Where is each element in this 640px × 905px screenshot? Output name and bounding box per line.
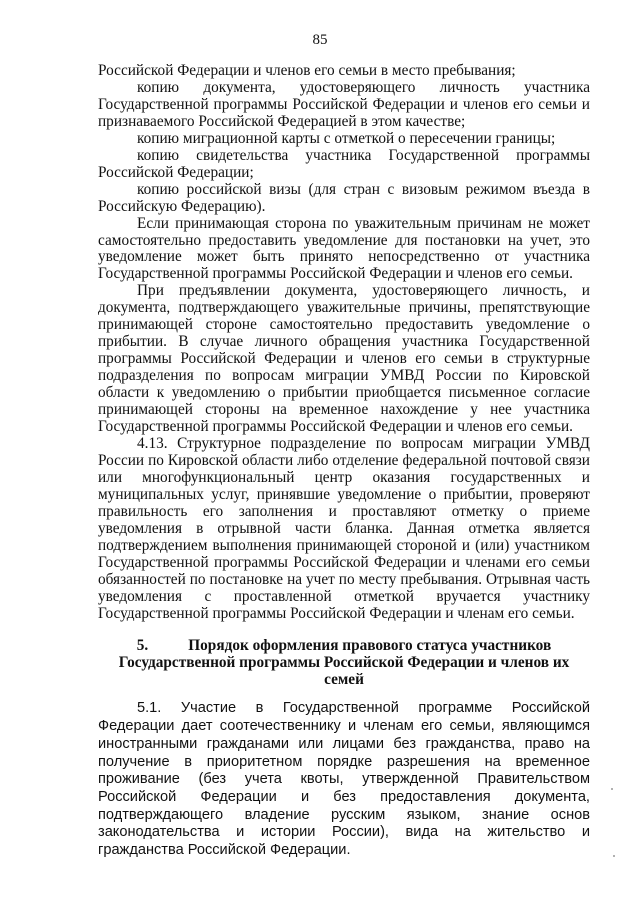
paragraph-7: 4.13. Структурное подразделение по вопросам миграции УМВД России по Кировской области либо отделение федеральной почтовой связи или многофункциональный центр оказания государственных и муниципальных услуг, принявшие уведомление о прибытии, проверяют правильность его заполнения и проставляют отметку о приеме уведомления в отрывной части бланка. Данная отметка является подтверждением выполнения принимающей стороной и (или) участником Государственной программы Российской Федерации и членами его семьи обязанностей по постановке на учет по месту пребывания. Отрывная часть уведомления с проставленной отметкой вручается участнику Государственной программы Российской Федерации и членам его семьи. bbox=[98, 434, 590, 622]
section-heading-line2: Государственной программы Российской Федерации и членов их семей bbox=[118, 654, 570, 689]
paragraph-1: копию документа, удостоверяющего личность участника Государственной программы Российской Федерации и членов его семьи и признаваемого Российской Федерацией в этом качестве; bbox=[98, 78, 590, 130]
section-heading-line1 bbox=[98, 637, 590, 654]
section-heading bbox=[98, 637, 590, 688]
document-body bbox=[98, 63, 590, 860]
paragraph-2: копию миграционной карты с отметкой о пересечении границы; bbox=[137, 129, 556, 147]
paragraph-3: копию свидетельства участника Государственной программы Российской Федерации; bbox=[98, 146, 590, 181]
paragraph-0: Российской Федерации и членов его семьи в место пребывания; bbox=[98, 62, 516, 79]
section-title-part1: Порядок оформления правового статуса участников bbox=[188, 637, 552, 655]
scan-speck bbox=[611, 788, 613, 790]
paragraph-6: При предъявлении документа, удостоверяющего личность, и документа, подтверждающего уважительные причины, препятствующие принимающей стороне самостоятельно предоставить уведомление о прибытии. В случае личного обращения участника Государственной программы Российской Федерации и членов его семьи в структурные подразделения по вопросам миграции УМВД России по Кировской области к уведомлению о прибытии приобщается письменное согласие принимающей стороны на временное нахождение у нее участника Государственной программы Российской Федерации и членов его семьи. bbox=[98, 282, 590, 436]
paragraph-4: копию российской визы (для стран с визовым режимом въезда в Российскую Федерацию). bbox=[98, 180, 590, 215]
paragraph-5: Если принимающая сторона по уважительным причинам не может самостоятельно предоставить уведомление для постановки на учет, это уведомление может быть принято непосредственно от участника Государственной программы Российской Федерации и членов его семьи. bbox=[98, 214, 590, 283]
section-number: 5. bbox=[136, 637, 149, 655]
scan-speck bbox=[613, 855, 615, 857]
page-number: 85 bbox=[312, 32, 328, 48]
section5-paragraph: 5.1. Участие в Государственной программе Российской Федерации дает соотечественнику и членам его семьи, являющимся иностранными гражданами или лицами без гражданства, право на получение в приоритетном порядке разрешения на временное проживание (без учета квоты, утвержденной Правительством Российской Федерации и без предоставления документа, подтверждающего владение русским языком, знание основ законодательства и истории России), вида на жительство и гражданства Российской Федерации. bbox=[98, 700, 590, 859]
